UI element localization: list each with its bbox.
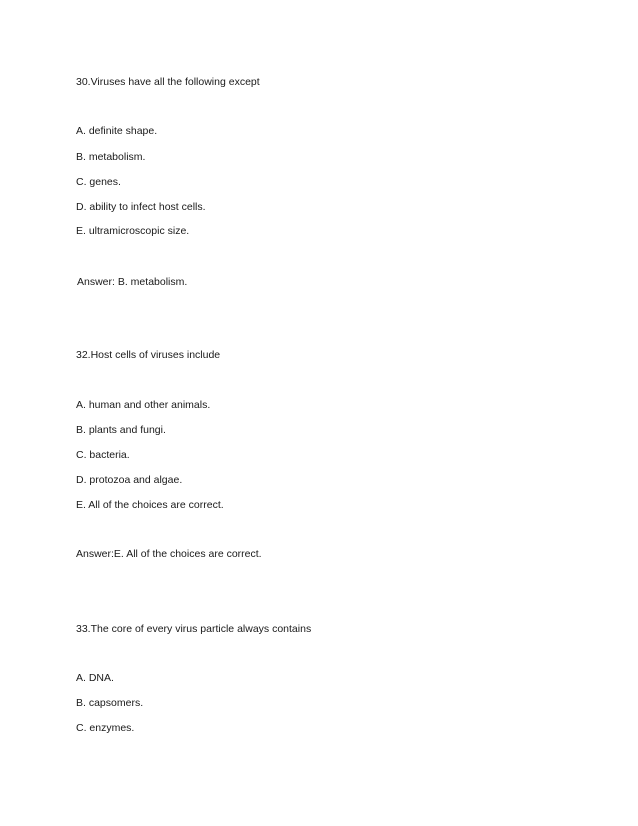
question-33-option-c: C. enzymes. <box>76 722 135 734</box>
question-32-prompt: 32.Host cells of viruses include <box>76 349 221 361</box>
question-33-option-a: A. DNA. <box>76 672 114 684</box>
question-30-option-e: E. ultramicroscopic size. <box>76 225 190 237</box>
question-33-option-b: B. capsomers. <box>76 697 144 709</box>
question-32-answer: Answer:E. All of the choices are correct. <box>76 548 262 560</box>
question-30-prompt: 30.Viruses have all the following except <box>76 76 260 88</box>
question-33-prompt: 33.The core of every virus particle always contains <box>76 623 312 635</box>
question-30-option-b: B. metabolism. <box>76 151 146 163</box>
question-30-option-a: A. definite shape. <box>76 125 158 137</box>
question-32-option-d: D. protozoa and algae. <box>76 474 183 486</box>
question-30-option-d: D. ability to infect host cells. <box>76 201 206 213</box>
question-32-option-e: E. All of the choices are correct. <box>76 499 224 511</box>
question-32-option-a: A. human and other animals. <box>76 399 211 411</box>
question-32-option-b: B. plants and fungi. <box>76 424 166 436</box>
question-30-option-c: C. genes. <box>76 176 121 188</box>
question-32-option-c: C. bacteria. <box>76 449 130 461</box>
question-30-answer: Answer: B. metabolism. <box>77 276 188 288</box>
